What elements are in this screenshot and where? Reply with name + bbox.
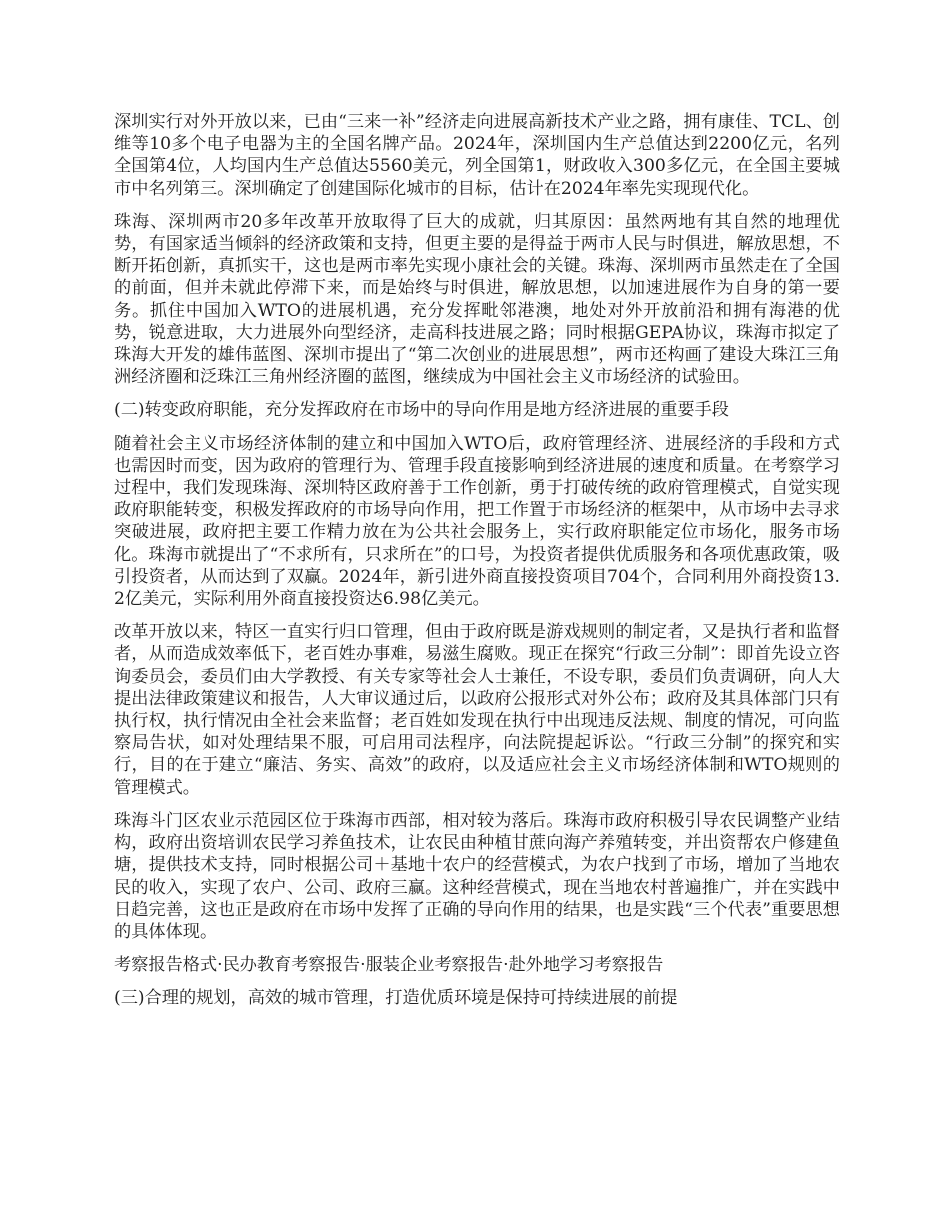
link-separator: · — [360, 955, 366, 976]
related-link[interactable]: 民办教育考察报告 — [222, 955, 361, 976]
document-body — [114, 111, 840, 1021]
link-separator: · — [503, 955, 509, 976]
related-links — [114, 954, 840, 976]
paragraph-shenzhen-opening: 深圳实行对外开放以来，已由“三来一补”经济走向进展高新技术产业之路，拥有康佳、TCL、创维等10多个电子电器为主的全国名牌产品。2024年，深圳国内生产总值达到2200亿元，名列全国第4位，人均国内生产总值达5560美元，列全国第1，财政收入300多亿元，在全国主要城市中名列第三。深圳确定了创建国际化城市的目标，估计在2024年率先实现现代化。 — [114, 112, 840, 199]
paragraph-doumen-agriculture: 珠海斗门区农业示范园区位于珠海市西部，相对较为落后。珠海市政府积极引导农民调整产业结构，政府出资培训农民学习养鱼技术，让农民由种植甘蔗向海产养殖转变，并出资帮农户修建鱼塘，提供技术支持，同时根据公司＋基地十农户的经营模式，为农户找到了市场，增加了当地农民的收入，实现了农户、公司、政府三赢。这种经营模式，现在当地农村普遍推广，并在实践中日趋完善，这也正是政府在市场中发挥了正确的导向作用的结果，也是实践“三个代表”重要思想的具体体现。 — [114, 810, 840, 942]
related-link[interactable]: 服装企业考察报告 — [365, 955, 504, 976]
paragraph-government-function: 随着社会主义市场经济体制的建立和中国加入WTO后，政府管理经济、进展经济的手段和方式也需因时而变，因为政府的管理行为、管理手段直接影响到经济进展的速度和质量。在考察学习过程中，我们发现珠海、深圳特区政府善于工作创新，勇于打破传统的政府管理模式，自觉实现政府职能转变，积极发挥政府的市场导向作用，把工作置于市场经济的框架中，从市场中去寻求突破进展，政府把主要工作精力放在为公共社会服务上，实行政府职能定位市场化，服务市场化。珠海市就提出了“不求所有，只求所在”的口号，为投资者提供优质服务和各项优惠政策，吸引投资者，从而达到了双赢。2024年，新引进外商直接投资项目704个，合同利用外商投资13.2亿美元，实际利用外商直接投资达6.98亿美元。 — [114, 433, 840, 610]
paragraph-reform-achievements: 珠海、深圳两市20多年改革开放取得了巨大的成就，归其原因：虽然两地有其自然的地理优势，有国家适当倾斜的经济政策和支持，但更主要的是得益于两市人民与时俱进，解放思想，不断开拓创新，真抓实干，这也是两市率先实现小康社会的关键。珠海、深圳两市虽然走在了全国的前面，但并未就此停滞下来，而是始终与时俱进，解放思想，以加速进展作为自身的第一要务。抓住中国加入WTO的进展机遇，充分发挥毗邻港澳，地处对外开放前沿和拥有海港的优势，锐意进取，大力进展外向型经济，走高科技进展之路；同时根据GEPA协议，珠海市拟定了珠海大开发的雄伟蓝图、深圳市提出了“第二次创业的进展思想”，两市还构画了建设大珠江三角洲经济圈和泛珠江三角州经济圈的蓝图，继续成为中国社会主义市场经济的试验田。 — [114, 211, 840, 388]
related-link[interactable]: 考察报告格式 — [114, 955, 218, 976]
paragraph-administrative-tripartite: 改革开放以来，特区一直实行归口管理，但由于政府既是游戏规则的制定者，又是执行者和监督者，从而造成效率低下，老百姓办事难，易滋生腐败。现正在探究“行政三分制”：即首先设立咨询委员会，委员们由大学教授、有关专家等社会人士兼任，不设专职，委员们负责调研，向人大提出法律政策建议和报告，人大审议通过后，以政府公报形式对外公布；政府及其具体部门只有执行权，执行情况由全社会来监督；老百姓如发现在执行中出现违反法规、制度的情况，可向监察局告状，如对处理结果不服，可启用司法程序，向法院提起诉讼。“行政三分制”的探究和实行，目的在于建立“廉洁、务实、高效”的政府，以及适应社会主义市场经济体制和WTO规则的管理模式。 — [114, 622, 840, 798]
link-separator: · — [217, 955, 223, 976]
section-heading-3: (三)合理的规划，高效的城市管理，打造优质环境是保持可持续进展的前提 — [114, 988, 678, 1009]
related-link[interactable]: 赴外地学习考察报告 — [508, 955, 664, 976]
section-heading-2: (二)转变政府职能，充分发挥政府在市场中的导向作用是地方经济进展的重要手段 — [114, 400, 729, 421]
